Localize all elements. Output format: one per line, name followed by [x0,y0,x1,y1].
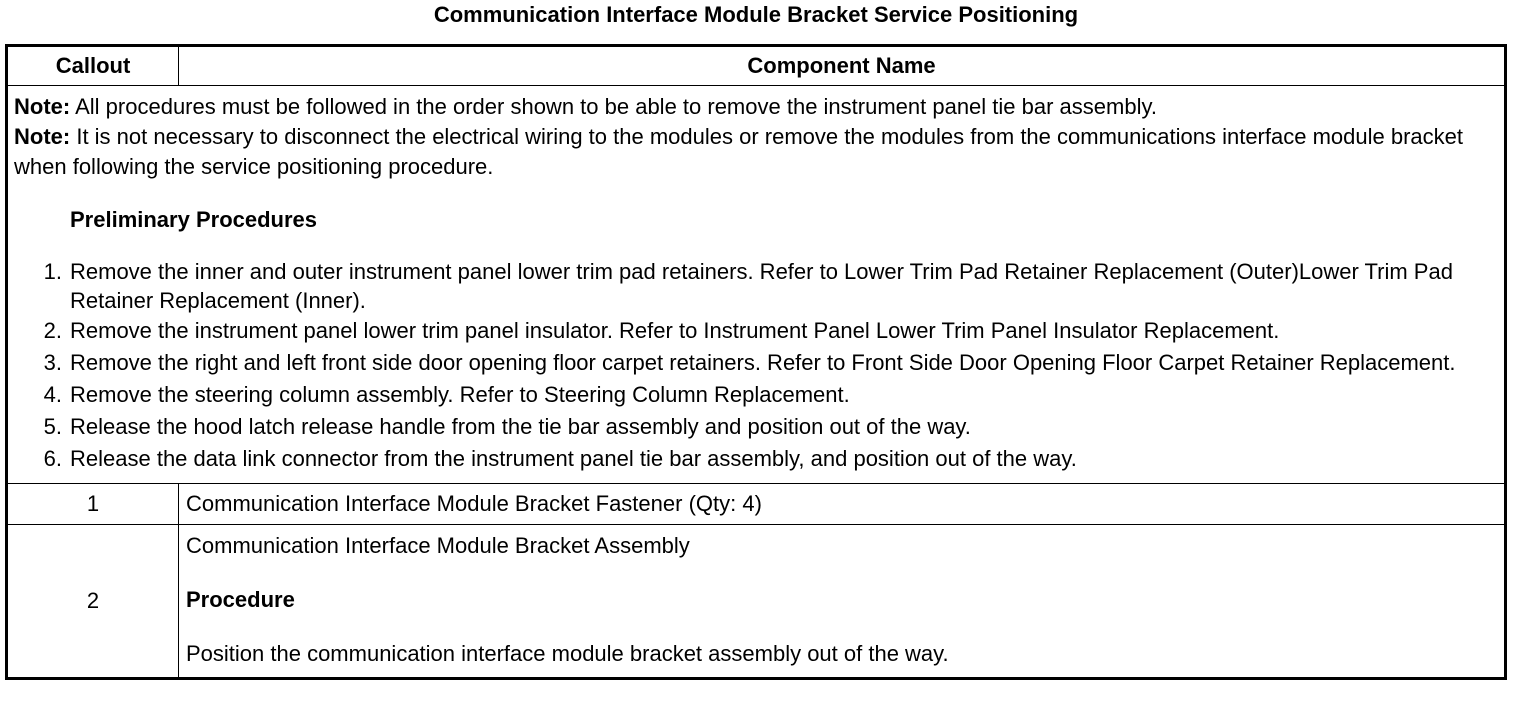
procedure-text: Position the communication interface module bracket assembly out of the way. [186,641,949,666]
step-item [14,347,1498,379]
note-text: All procedures must be followed in the order shown to be able to remove the instrument panel tie bar assembly. [70,94,1157,119]
table-row [7,484,1506,525]
step-text: Remove the steering column assembly. Refer to Steering Column Replacement. [70,382,850,407]
steps-list [14,256,1498,475]
step-text: Remove the right and left front side door opening floor carpet retainers. Refer to Front Side Door Opening Floor Carpet Retainer Replacement. [70,350,1456,375]
callout-cell: 2 [7,525,179,679]
step-item [14,379,1498,411]
component-name-cell [179,525,1506,679]
step-number: 3. [43,350,62,375]
notes-cell [7,86,1506,484]
step-number: 1. [43,259,62,284]
callout-cell: 1 [7,484,179,525]
notes-row [7,86,1506,484]
step-text: Release the data link connector from the instrument panel tie bar assembly, and position out of the way. [70,446,1077,471]
component-name-cell: Communication Interface Module Bracket Fastener (Qty: 4) [179,484,1506,525]
step-text: Remove the inner and outer instrument panel lower trim pad retainers. Refer to Lower Trim Pad Retainer Replacement (Outer)Lower Trim Pad Retainer Replacement (Inner). [70,259,1453,313]
page-title: Communication Interface Module Bracket Service Positioning [433,2,1079,27]
step-text: Release the hood latch release handle from the tie bar assembly and position out of the way. [70,414,971,439]
step-item [14,256,1498,315]
step-number: 5. [43,414,62,439]
table-row [7,525,1506,679]
step-number: 6. [43,446,62,471]
step-item [14,315,1498,347]
note-text: It is not necessary to disconnect the electrical wiring to the modules or remove the modules from the communications interface module bracket when following the service positioning procedure. [14,124,1463,179]
component-name: Communication Interface Module Bracket Assembly [186,533,690,558]
header-callout: Callout [7,46,179,86]
step-number: 2. [43,318,62,343]
header-row [7,46,1506,86]
note-label: Note: [14,94,71,119]
note-1 [14,92,1498,122]
step-item [14,443,1498,475]
step-text: Remove the instrument panel lower trim panel insulator. Refer to Instrument Panel Lower Trim Panel Insulator Replacement. [70,318,1280,343]
service-table [5,44,1507,680]
step-item [14,411,1498,443]
procedure-heading: Procedure [186,587,295,612]
note-2 [14,122,1498,182]
step-number: 4. [43,382,62,407]
header-component-name: Component Name [179,46,1506,86]
preliminary-procedures-heading: Preliminary Procedures [70,207,318,232]
note-label: Note: [14,124,71,149]
